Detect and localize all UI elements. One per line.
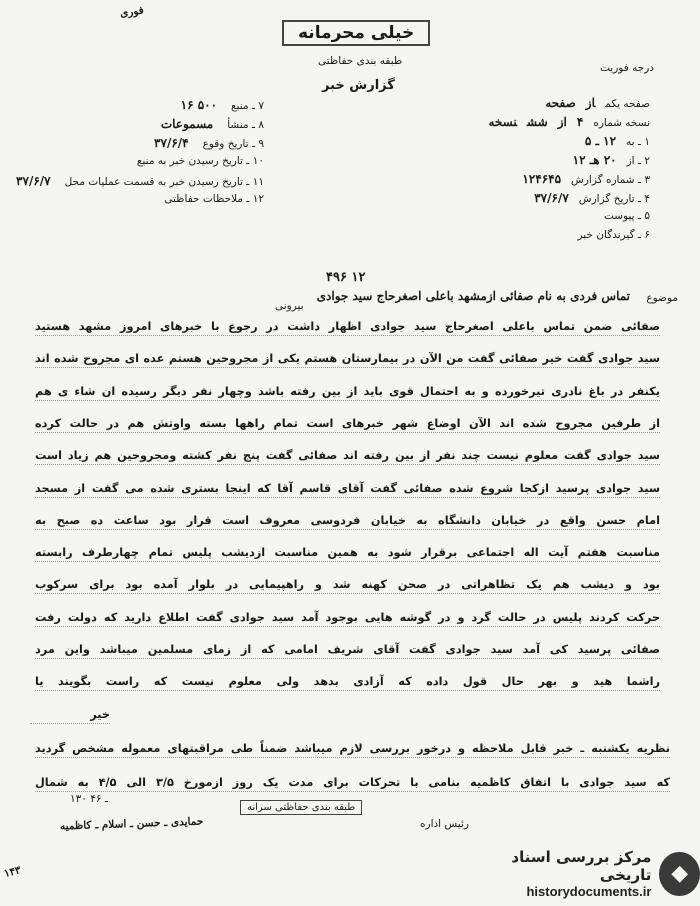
body-line: خیر <box>30 706 110 724</box>
subject-note: ۴۹۶ ۱۲ <box>326 270 366 285</box>
subject-label: موضوع <box>646 292 678 304</box>
field-label: نسخه شماره <box>593 117 650 129</box>
footer-signatures: حمایدی ـ حسن ـ اسلام ـ کاظمیه <box>59 815 204 833</box>
footer-stamp: طبقه بندی حفاظتی سرانه <box>240 800 362 815</box>
body-line: صفائی ضمن تماس باعلی اصغرحاج سید جوادی اظهار داشت در رجوع با خبرهای امروز مشهد هستید <box>35 318 660 336</box>
field-value: ۱۲ ـ ۵ <box>584 134 617 148</box>
field-value: ۱۲۴۶۴۵ <box>522 172 562 186</box>
field-label: ۲ ـ از <box>626 155 650 167</box>
right-field-row <box>430 210 650 222</box>
right-field-row <box>430 153 650 167</box>
field-label: ۱۲ ـ ملاحظات حفاظتی <box>164 193 264 205</box>
watermark-url: historydocuments.ir <box>526 884 652 899</box>
field-value: نسخه <box>488 115 517 129</box>
field-label: ۱۰ ـ تاریخ رسیدن خبر به منبع <box>136 155 264 167</box>
urgency-label: درجه فوریت <box>600 62 654 74</box>
left-field-row <box>154 136 264 150</box>
field-label: صفحه یکم <box>605 98 650 110</box>
subject-text: تماس فردی به نام صفائی ازمشهد باعلی اصغرحاج سید جوادی <box>316 289 630 303</box>
field-label: ۷ ـ منبع <box>231 100 264 112</box>
field-value: صفحه <box>545 96 576 110</box>
left-field-row <box>161 117 264 131</box>
field-value: ۵۰۰ ۱۶ <box>180 98 218 112</box>
opinion-line: نظریه یکشنبه ـ خبر قابل ملاحظه و درخور بررسی لازم میباشد ضمناً طی مراقبتهای معموله مشخص گردید <box>35 740 670 758</box>
field-value: ۴ <box>576 115 584 129</box>
document-title: گزارش خبر <box>322 78 395 93</box>
body-line: یکنفر در باغ نادری تیرخورده و به احتمال قوی باید از بین رفته باشد وچهار نفر دیگر رسیده ان شاء ی هم <box>35 383 660 401</box>
right-field-row <box>430 191 650 205</box>
field-label: ۱ ـ به <box>626 136 650 148</box>
opinion-line: که سید جوادی با اتفاق کاظمیه بنامی با تحرکات برای مدت یک روز ازمورخ ۳/۵ الی ۴/۵ به شمال <box>35 774 670 792</box>
field-label: ۳ ـ شماره گزارش <box>571 174 650 186</box>
left-field-row <box>137 155 264 167</box>
field-value: از <box>585 96 596 110</box>
right-field-row <box>430 134 650 148</box>
corner-scribble: فوری <box>119 4 145 20</box>
field-value: مسموعات <box>160 117 214 131</box>
field-label: ۵ ـ پیوست <box>603 210 650 222</box>
body-line: سید جوادی پرسید ازکجا شروع شده صفائی گفت آقای قاسم آقا که اینجا بستری شده می گفت از مسجد <box>35 480 660 498</box>
body-line: حرکت کردند پلیس در حالت گرد و در گوشه هایی بوجود آمد سید جوادی گفت اطلاع دارید که دولت رفت <box>35 609 660 627</box>
field-label: ۴ ـ تاریخ گزارش <box>578 193 650 205</box>
watermark-title: مرکز بررسی اسناد تاریخی <box>511 848 652 884</box>
field-label: ۹ ـ تاریخ وقوع <box>202 138 264 150</box>
field-value: شش <box>526 115 548 129</box>
field-label: ۱۱ ـ تاریخ رسیدن خبر به قسمت عملیات محل <box>64 176 264 188</box>
watermark <box>470 848 700 899</box>
right-field-row <box>430 229 650 241</box>
right-field-row <box>430 96 650 110</box>
field-label: ۶ ـ گیرندگان خبر <box>577 229 650 241</box>
left-field-row <box>16 174 264 188</box>
right-field-row <box>430 172 650 186</box>
classification-label: طبقه بندی حفاظتی <box>318 55 403 67</box>
archive-logo-icon: ◆ <box>659 852 700 896</box>
body-line: از طرفین مجروح شده اند الآن اوضاع شهر خبرهای است تمام راهها بسته واوتش هم در حالت کرده <box>35 415 660 433</box>
body-line: سید جوادی گفت معلوم نیست چند نفر از بین رفته اند صفائی گفت پنج نفر کشته ومجروحین هم زیاد است <box>35 447 660 465</box>
field-value: ۳۷/۶/۷ <box>16 174 51 188</box>
field-value: ۳۷/۶/۷ <box>534 191 569 205</box>
field-label: ۸ ـ منشأ <box>227 119 264 131</box>
body-line: سید جوادی گفت خیر صفائی گفت من الآن در بیمارستان هستم یکی از مجروحین هستم عده ای مجروح شده اند <box>35 350 660 368</box>
field-value: ۳۷/۶/۴ <box>154 136 189 150</box>
body-line: مناسبت هفتم آیت اله اجتماعی برقرار شود به همین مناسبت ازدیشب پلیس تمام چهارطرف رابسته <box>35 544 660 562</box>
classification-stamp: خیلی محرمانه <box>282 20 430 46</box>
footer-sign-note: رئیس اداره <box>420 818 469 830</box>
subject-note2: بیرونی <box>275 300 304 312</box>
body-line: امام حسن واقع در خیابان دانشگاه به خیابان فردوسی معروف است قرار بود ساعت ده صبح به <box>35 512 660 530</box>
field-value: ۲۰ هـ ۱۲ <box>572 153 617 167</box>
footer-corner: ۱۴۳ <box>2 864 23 880</box>
body-line: صفائی پرسید کی آمد سید جوادی گفت آقای شریف امامی که از زمای مسلمین میباشد واین مرد <box>35 641 660 659</box>
right-field-row <box>430 115 650 129</box>
footer-code: ۱۳۰ ـ ۴۶ <box>70 793 108 805</box>
field-value: از <box>557 115 567 129</box>
left-field-row <box>181 98 264 112</box>
left-field-row <box>164 193 264 205</box>
body-line: راشما هید و بهر حال قول داده که آزادی بدهد ولی معلوم نیست که راست بگویند یا <box>35 673 660 691</box>
body-line: بود و دیشب هم یک تظاهراتی در صحن کهنه شد و راهپیمایی در بلوار آمده بود برای سرکوب <box>35 576 660 594</box>
